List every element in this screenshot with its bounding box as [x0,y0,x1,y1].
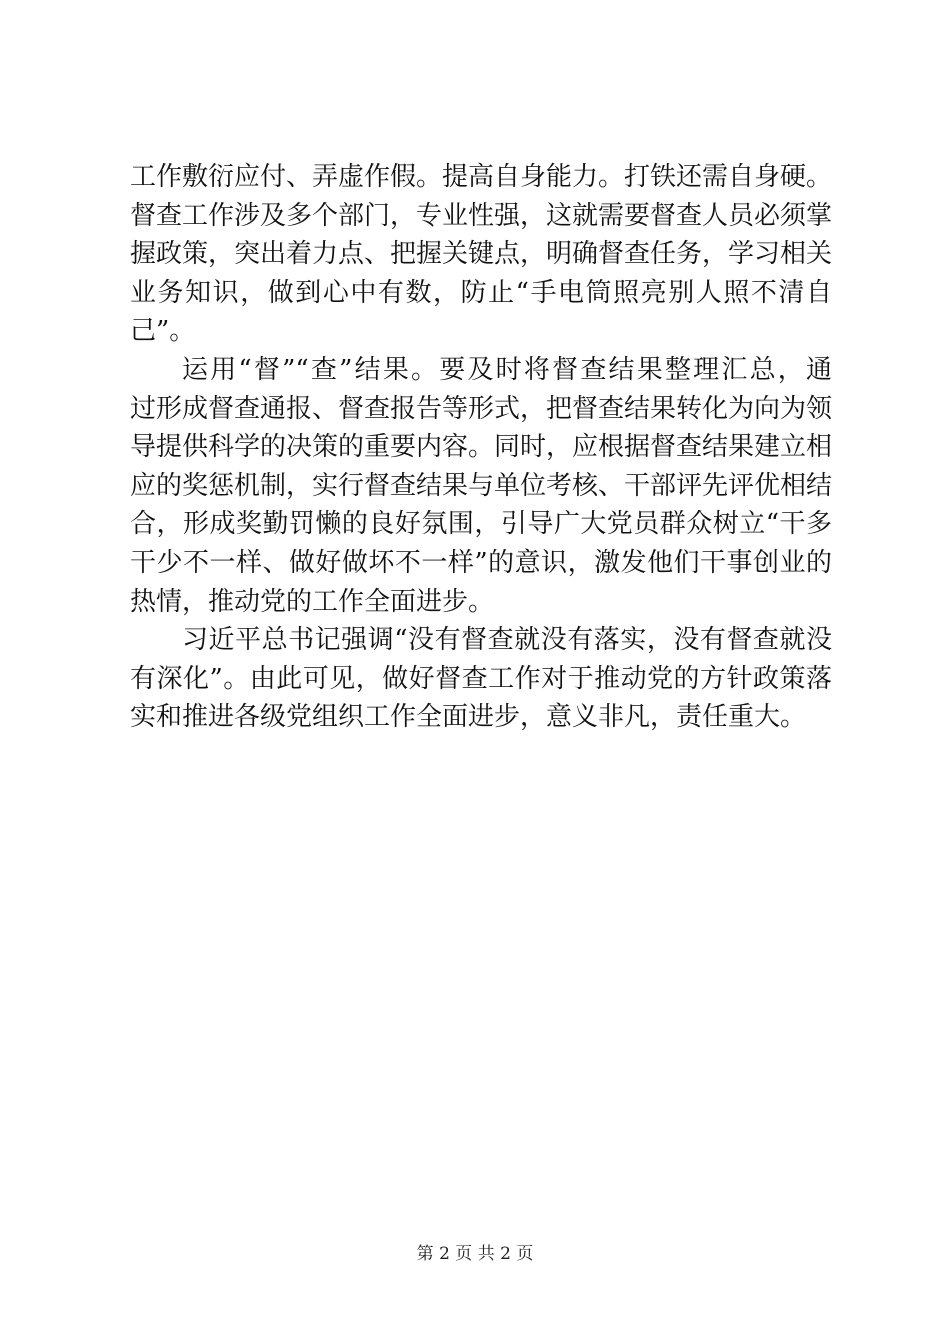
text-line: 导提供科学的决策的重要内容。同时，应根据督查结果建立相 [130,432,833,463]
text-line: 合，形成奖勤罚懒的良好氛围，引导广大党员群众树立“干多 [130,509,832,540]
text-line: 督查工作涉及多个部门，专业性强，这就需要督查人员必须掌 [130,200,833,231]
text-line: 握政策，突出着力点、把握关键点，明确督查任务，学习相关 [130,239,833,270]
text-line: 过形成督查通报、督查报告等形式，把督查结果转化为向为领 [130,393,833,424]
paragraph-3 [130,621,832,737]
text-line: 运用“督”“查”结果。要及时将督查结果整理汇总，通 [182,354,832,385]
paragraph-1 [130,158,832,351]
text-line: 工作敷衍应付、弄虚作假。提高自身能力。打铁还需自身硬。 [130,162,833,192]
text-line: 干少不一样、做好做坏不一样”的意识，激发他们干事创业的 [130,547,832,578]
document-body [130,158,832,737]
page-number-footer: 第 2 页 共 2 页 [416,1244,534,1264]
paragraph-2 [130,351,832,621]
text-line: 实和推进各级党组织工作全面进步，意义非凡，责任重大。 [130,702,807,733]
text-line: 业务知识，做到心中有数，防止“手电筒照亮别人照不清自 [130,277,832,308]
text-line: 习近平总书记强调“没有督查就没有落实，没有督查就没 [182,625,832,656]
text-line: 有深化”。由此可见，做好督查工作对于推动党的方针政策落 [130,663,832,694]
text-line: 应的奖惩机制，实行督查结果与单位考核、干部评先评优相结 [130,470,833,501]
text-line: 己”。 [130,316,196,347]
text-line: 热情，推动党的工作全面进步。 [130,586,495,617]
